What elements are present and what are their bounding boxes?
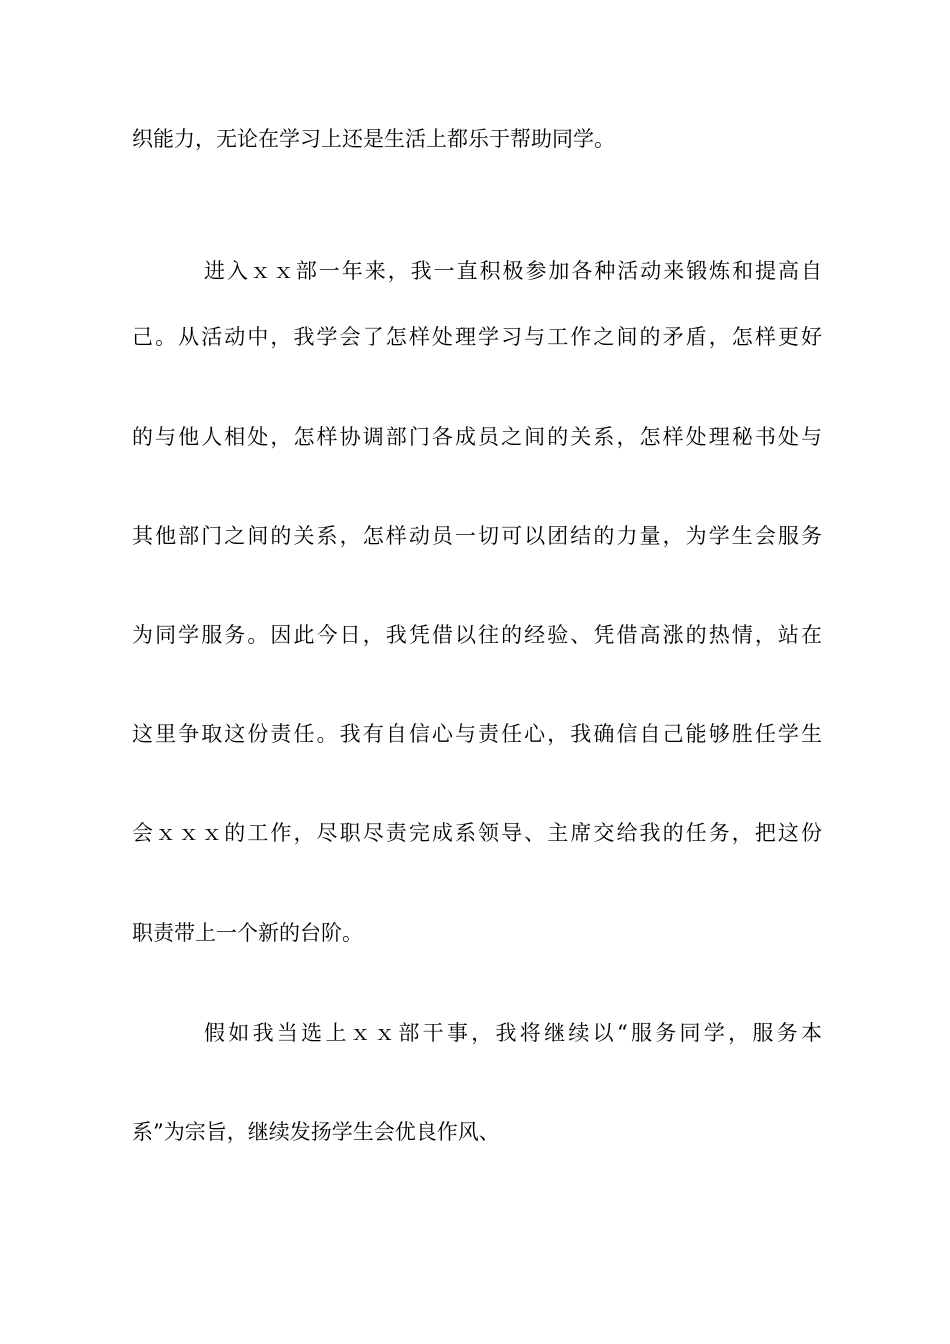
paragraph-line: 为同学服务。因此今日，我凭借以往的经验、凭借高涨的热情，站在 [132,623,822,647]
paragraph-line: 织能力，无论在学习上还是生活上都乐于帮助同学。 [132,127,615,151]
paragraph-line: 系”为宗旨，继续发扬学生会优良作风、 [132,1120,500,1144]
paragraph-line: 会ｘｘｘ的工作，尽职尽责完成系领导、主席交给我的任务，把这份 [132,821,822,845]
paragraph-line: 的与他人相处，怎样协调部门各成员之间的关系，怎样处理秘书处与 [132,425,822,449]
paragraph-line: 其他部门之间的关系，怎样动员一切可以团结的力量，为学生会服务 [132,524,822,548]
paragraph-line: 职责带上一个新的台阶。 [132,921,363,945]
paragraph-line: 进入ｘｘ部一年来，我一直积极参加各种活动来锻炼和提高自 [204,259,822,283]
paragraph-line: 这里争取这份责任。我有自信心与责任心，我确信自己能够胜任学生 [132,722,822,746]
paragraph-line: 假如我当选上ｘｘ部干事，我将继续以“服务同学，服务本 [204,1021,822,1045]
paragraph-line: 己。从活动中，我学会了怎样处理学习与工作之间的矛盾，怎样更好 [132,325,822,349]
